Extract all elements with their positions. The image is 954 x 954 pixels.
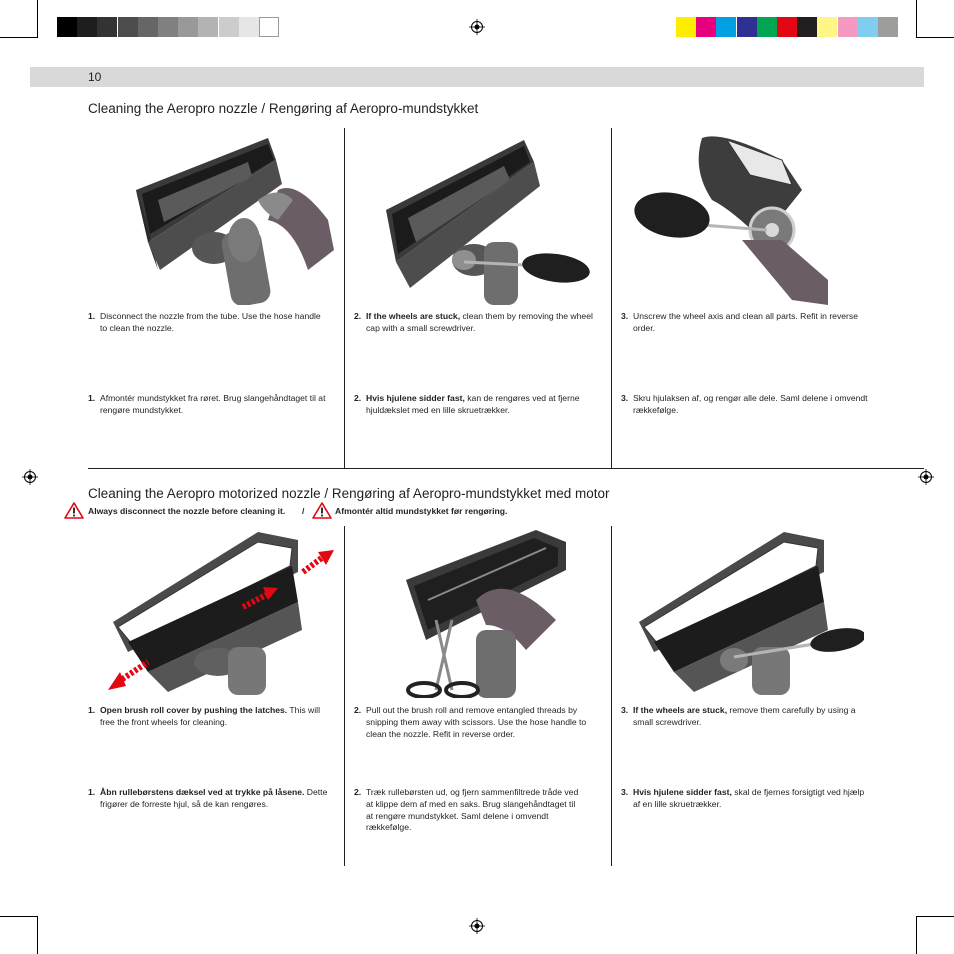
warning-icon [312,502,332,519]
color-swatch [676,17,696,37]
step-text: Dette frigører de forreste hjul, så de kan rengøres. [100,787,328,809]
step-number: 2. [354,393,362,403]
color-swatch [737,17,757,37]
registration-mark-icon [469,19,485,35]
color-swatch [696,17,716,37]
color-swatch [716,17,736,37]
step-text: Unscrew the wheel axis and clean all parts. Refit in reverse order. [633,311,858,333]
step-bold-text: Hvis hjulene sidder fast, [633,787,732,797]
step-number: 3. [621,393,629,403]
column-divider [611,526,612,866]
color-swatch [777,17,797,37]
color-swatch [878,17,898,37]
step-bold-text: Åbn rullebørstens dæksel ved at trykke på låsene. [100,787,305,797]
column-divider [611,128,612,468]
warning-icon [64,502,84,519]
step-number: 2. [354,311,362,321]
nozzle-disconnect-illustration [128,130,334,305]
registration-mark-icon [22,469,38,485]
gray-swatch [259,17,279,37]
step-text: Afmontér mundstykket fra røret. Brug slangehåndtaget til at rengøre mundstykket. [100,393,326,415]
step-text: remove them carefully by using a small screwdriver. [633,705,856,727]
step-text: Træk rullebørsten ud, og fjern sammenfiltrede tråde ved at klippe dem af med en saks. Brug slangehåndtaget til at rengøre mundstykket. Saml delene i omvendt rækkefølge. [366,787,579,833]
step-text: Skru hjulaksen af, og rengør alle dele. Saml delene i omvendt rækkefølge. [633,393,868,415]
step-number: 1. [88,705,96,715]
step-bold-text: If the wheels are stuck, [366,311,461,321]
gray-swatch [138,17,158,37]
page-header-bar [30,67,924,87]
step-text: kan de rengøres ved at fjerne hjuldækslet med en lille skruetrækker. [366,393,580,415]
color-swatch [797,17,817,37]
step-text: This will free the front wheels for cleaning. [100,705,320,727]
color-swatch [838,17,858,37]
step-number: 1. [88,393,96,403]
step-bold-text: Open brush roll cover by pushing the latches. [100,705,288,715]
brush-roll-latches-illustration [108,532,338,697]
color-swatch [757,17,777,37]
step-number: 2. [354,705,362,715]
column-divider [344,128,345,468]
column-divider [344,526,345,866]
gray-swatch [77,17,97,37]
wheel-removal-screwdriver-illustration [634,532,864,697]
wheel-cap-screwdriver-illustration [384,130,590,305]
section-title-nozzle: Cleaning the Aeropro nozzle / Rengøring af Aeropro-mundstykket [88,101,479,116]
gray-swatch [158,17,178,37]
section-divider [88,468,924,469]
section-title-motorized-nozzle: Cleaning the Aeropro motorized nozzle / Rengøring af Aeropro-mundstykket med motor [88,486,610,501]
step-number: 3. [621,787,629,797]
warning-separator: / [302,506,305,516]
step-bold-text: Hvis hjulene sidder fast, [366,393,465,403]
registration-mark-icon [918,469,934,485]
gray-swatch [178,17,198,37]
page-number: 10 [88,70,102,84]
gray-swatch [118,17,138,37]
wheel-axis-unscrew-illustration [632,130,828,305]
gray-swatch [198,17,218,37]
step-number: 3. [621,311,629,321]
step-number: 1. [88,311,96,321]
gray-swatch [97,17,117,37]
step-text: Disconnect the nozzle from the tube. Use the hose handle to clean the nozzle. [100,311,321,333]
warning-text-en: Always disconnect the nozzle before cleaning it. [88,506,286,516]
color-swatch [817,17,837,37]
warning-text-dk: Afmontér altid mundstykket før rengøring. [335,506,508,516]
step-number: 1. [88,787,96,797]
step-bold-text: If the wheels are stuck, [633,705,728,715]
gray-swatch [57,17,77,37]
step-text: skal de fjernes forsigtigt ved hjælp af en lille skruetrækker. [633,787,865,809]
step-text: clean them by removing the wheel cap with a small screwdriver. [366,311,593,333]
step-number: 3. [621,705,629,715]
gray-swatch [219,17,239,37]
step-text: Pull out the brush roll and remove entangled threads by snipping them away with scissors. Use the hose handle to clean the nozzle. Refit in reverse order. [366,705,587,739]
registration-mark-icon [469,918,485,934]
gray-swatch [239,17,259,37]
color-swatch [858,17,878,37]
brush-roll-scissors-illustration [366,530,594,698]
step-number: 2. [354,787,362,797]
